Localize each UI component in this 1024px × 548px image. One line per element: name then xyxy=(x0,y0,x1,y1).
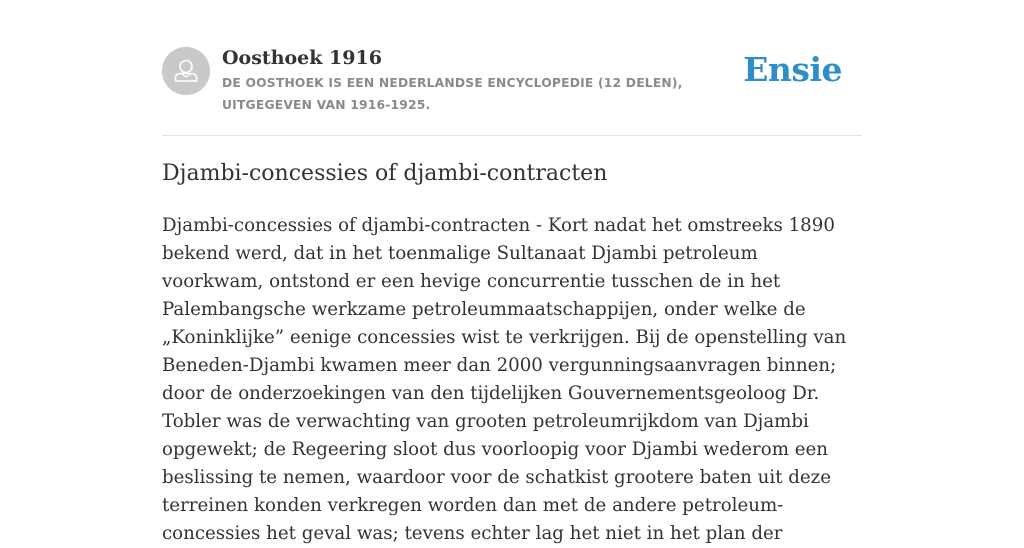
ensie-logo[interactable]: Ensie xyxy=(743,50,842,89)
source-description: DE OOSTHOEK IS EEN NEDERLANDSE ENCYCLOPEDIE (12 DELEN), UITGEGEVEN VAN 1916-1925. xyxy=(222,76,683,112)
user-icon xyxy=(162,47,210,95)
source-header xyxy=(162,43,862,135)
header-divider xyxy=(162,135,862,136)
source-title[interactable]: Oosthoek 1916 xyxy=(222,47,382,69)
avatar[interactable] xyxy=(162,47,210,95)
article-title: Djambi-concessies of djambi-contracten xyxy=(162,161,608,186)
article-body: Djambi-concessies of djambi-contracten - Kort nadat het omstreeks 1890 bekend werd, dat in het toenmalige Sultanaat Djambi petroleum voorkwam, ontstond er een hevige concurrentie tusschen de in het Palembangsche werkzame petroleummaatschappijen, onder welke de „Koninklijke” eenige concessies wist te verkrijgen. Bij de openstelling van Beneden-Djambi kwamen meer dan 2000 vergunningsaanvragen binnen; door de onderzoekingen van den tijdelijken Gouvernementsgeoloog Dr. Tobler was de verwachting van grooten petroleumrijkdom van Djambi opgewekt; de Regeering sloot dus voorloopig voor Djambi wederom een beslissing te nemen, waardoor voor de schatkist grootere baten uit deze terreinen konden verkregen worden dan met de andere petroleum-concessies het geval was; tevens echter lag het niet in het plan der xyxy=(162,215,847,544)
